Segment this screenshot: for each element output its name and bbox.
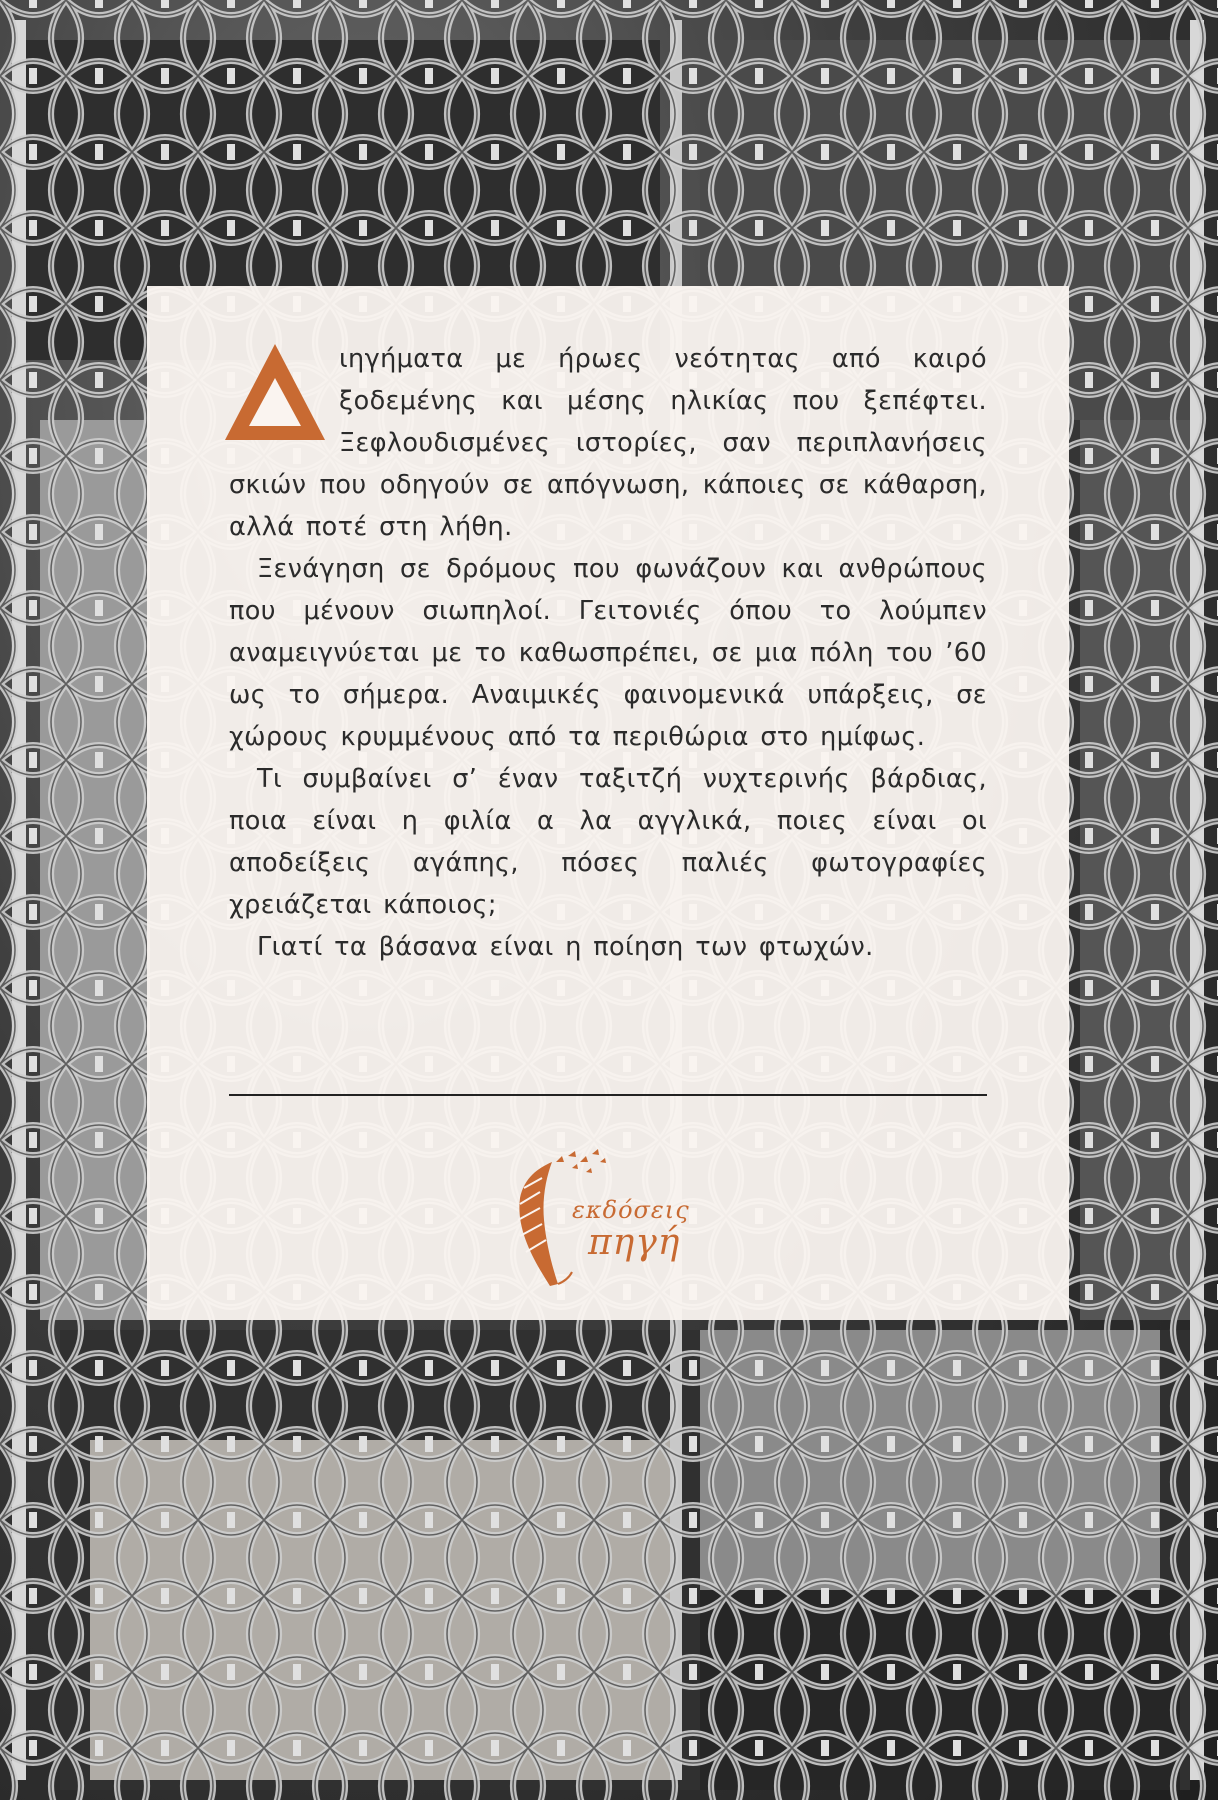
divider-rule xyxy=(229,1094,987,1096)
dropcap-delta xyxy=(221,342,329,444)
blurb-paragraph-4: Γιατί τα βάσανα είναι η ποίηση των φτωχών. xyxy=(257,932,874,962)
blurb-text xyxy=(229,338,987,968)
blurb-panel xyxy=(147,286,1069,1320)
blurb-paragraph-1: ιηγήματα με ήρωες νεότητας από καιρό ξοδεμένης και μέσης ηλικίας που ξεπέφτει. Ξεφλουδισμένες ιστορίες, σαν περιπλανήσεις σκιών που οδηγούν σε απόγνωση, κάποιες σε κάθαρση, αλλά ποτέ στη λήθη. xyxy=(229,344,987,542)
publisher-name-line1: εκδόσεις xyxy=(572,1196,690,1224)
blurb-paragraph-2: Ξενάγηση σε δρόμους που φωνάζουν και ανθρώπους που μένουν σιωπηλοί. Γειτονιές όπου το λούμπεν αναμειγνύεται με το καθωσπρέπει, σε μια πόλη του ’60 ως το σήμερα. Αναιμικές φαινομενικά υπάρξεις, σε χώρους κρυμμένους από τα περιθώρια στο ημίφως. xyxy=(229,554,987,752)
publisher-logo xyxy=(502,1148,732,1288)
publisher-name-line2: πηγή xyxy=(588,1222,681,1263)
blurb-paragraph-3: Τι συμβαίνει σ’ έναν ταξιτζή νυχτερινής βάρδιας, ποια είναι η φιλία α λα αγγλικά, ποιες είναι οι αποδείξεις αγάπης, πόσες παλιές φωτογραφίες χρειάζεται κάποιος; xyxy=(229,764,987,920)
